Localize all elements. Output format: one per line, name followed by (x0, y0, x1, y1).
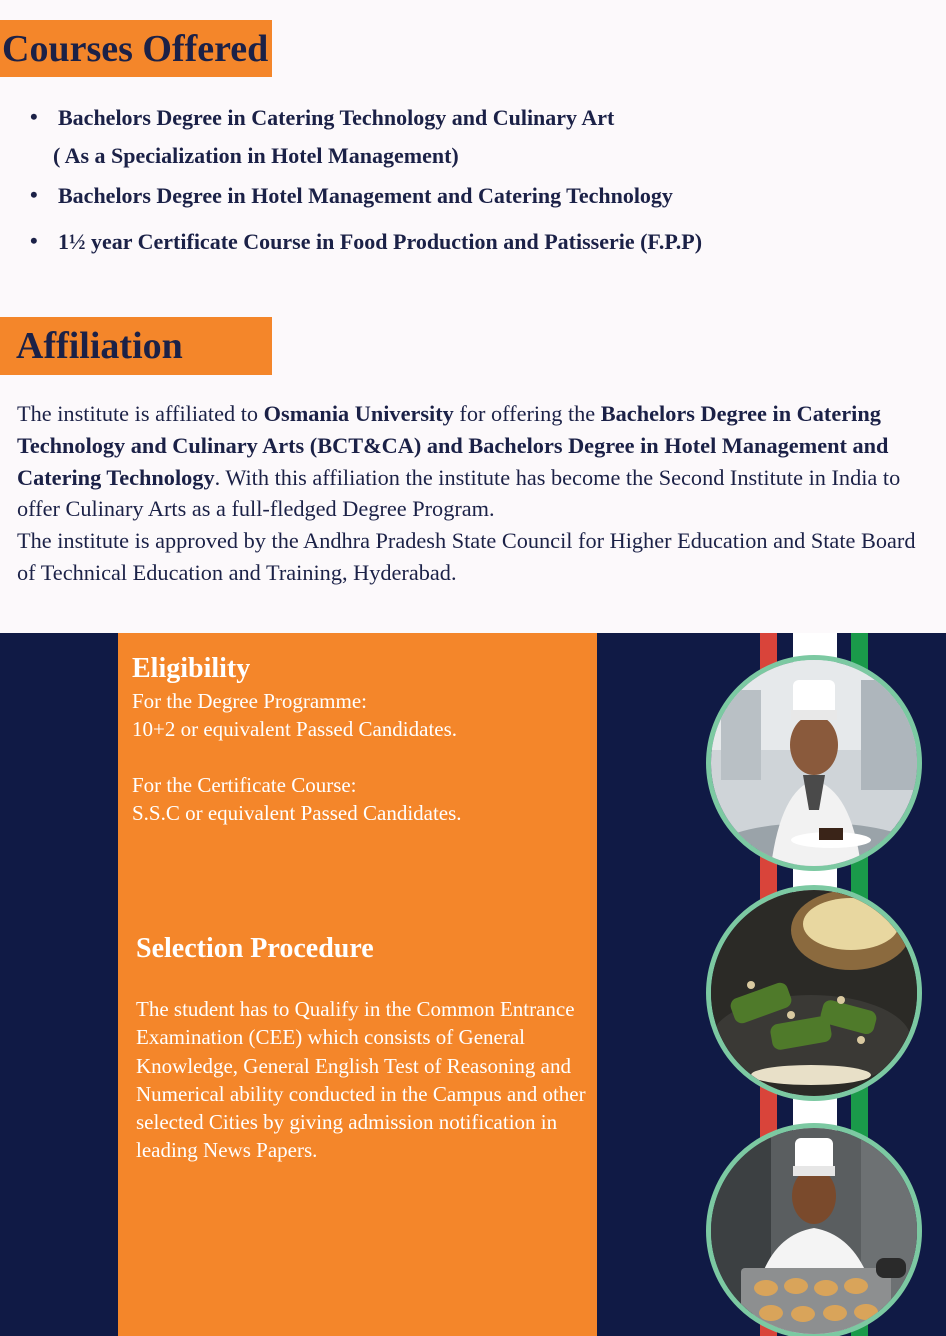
bullet-icon: • (30, 228, 38, 253)
selection-heading: Selection Procedure (136, 933, 374, 964)
orange-panel (118, 633, 597, 1336)
bottom-section (0, 633, 946, 1336)
top-section: Courses Offered • Bachelors Degree in Catering Technology and Culinary Art ( As a Specialization in Hotel Management) • Bachelors Degree in Hotel Management and Catering Technology • 1½ year Certificate Course in Food Production and Patisserie (F.P.P) Affiliation The institute is affiliated to Osmania University for offering the Bachelors Degree in Catering Technology and Culinary Arts (BCT&CA) and Bachelors Degree in Hotel Management and Catering Technology. With this affiliation the institute has become the Second Institute in India to offer Culinary Arts as a full-fledged Degree Program. The institute is approved by the Andhra Pradesh State Council for Higher Education and State Board of Technical Education and Training, Hyderabad. (0, 0, 946, 633)
chef-plating-photo (706, 655, 922, 871)
courses-heading: Courses Offered (0, 20, 272, 77)
selection-text: The student has to Qualify in the Common Entrance Examination (CEE) which consists of General Knowledge, General English Test of Reasoning and Numerical ability conducted in the Campus and other selected Cities by giving admission notification in leading News Papers. (136, 997, 586, 1163)
eligibility-text: For the Degree Programme: 10+2 or equivalent Passed Candidates. For the Certificate Course: S.S.C or equivalent Passed Candidates. (132, 689, 462, 825)
chef-baking-photo (706, 1123, 922, 1336)
bullet-icon: • (30, 182, 38, 207)
eligibility-heading: Eligibility (132, 653, 251, 684)
food-dish-photo (706, 885, 922, 1101)
bullet-icon: • (30, 104, 38, 129)
affiliation-heading: Affiliation (0, 317, 272, 375)
affiliation-paragraph: The institute is affiliated to Osmania University for offering the Bachelors Degree in Catering Technology and Culinary Arts (BCT&CA) and Bachelors Degree in Hotel Management and Catering Technology. With this affiliation the institute has become the Second Institute in India to offer Culinary Arts as a full-fledged Degree Program. The institute is approved by the Andhra Pradesh State Council for Higher Education and State Board of Technical Education and Training, Hyderabad. (17, 401, 916, 585)
